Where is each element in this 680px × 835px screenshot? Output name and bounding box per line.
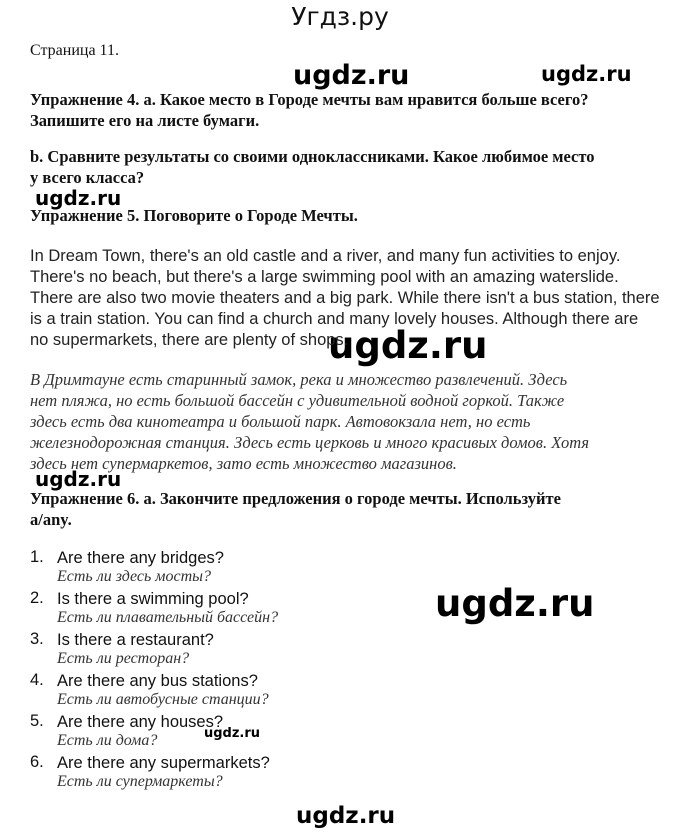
exercise-4b-line-1: b. Сравните результаты со своими одноклассниками. Какое любимое место [30,147,595,166]
site-title: Угдз.ру [291,2,389,31]
question-russian: Есть ли супермаркеты? [57,773,223,790]
question-list [30,548,450,794]
item-number: 4. [30,671,44,689]
question-russian: Есть ли ресторан? [57,650,190,667]
list-item [30,589,450,630]
russian-line: нет пляжа, но есть большой бассейн с удивительной водной горкой. Также [30,391,565,410]
question-russian: Есть ли здесь мосты? [57,568,211,585]
list-item [30,671,450,712]
watermark-1: ugdz.ru [293,60,410,91]
russian-line: железнодорожная станция. Здесь есть церковь и много красивых домов. Хотя [30,433,589,452]
question-russian: Есть ли автобусные станции? [57,691,269,708]
exercise-4-heading [30,89,670,131]
exercise-4-line-2: Запишите его на листе бумаги. [30,111,260,130]
exercise-5-heading: Упражнение 5. Поговорите о Городе Мечты. [30,206,358,225]
page-label: Страница 11. [30,42,119,59]
russian-line: В Дримтауне есть старинный замок, река и множество развлечений. Здесь [30,370,568,389]
item-number: 2. [30,589,44,607]
exercise-4b-line-2: у всего класса? [30,168,145,187]
item-number: 6. [30,753,44,771]
list-item [30,753,450,794]
item-number: 1. [30,548,44,566]
watermark-2: ugdz.ru [541,62,632,86]
list-item [30,548,450,589]
item-number: 3. [30,630,44,648]
question-english: Are there any bus stations? [57,672,258,690]
exercise-6-heading [30,488,670,530]
question-english: Is there a swimming pool? [57,590,249,608]
exercise-5-english-text [30,246,670,351]
english-line: no supermarkets, there are plenty of shops. [30,331,349,349]
watermark-4: ugdz.ru [328,324,488,367]
question-russian: Есть ли плавательный бассейн? [57,609,279,626]
watermark-6: ugdz.ru [435,582,595,625]
english-line: is a train station. You can find a church and many lovely houses. Although there are [30,310,639,328]
exercise-6-line-2: a/any. [30,510,72,529]
watermark-5: ugdz.ru [35,467,122,491]
question-english: Are there any bridges? [57,549,224,567]
english-line: There are also two movie theaters and a big park. While there isn't a bus station, there [30,289,660,307]
question-russian: Есть ли дома? [57,732,158,749]
russian-line: здесь есть два кинотеатра и большой парк. Автовокзала нет, но есть [30,412,531,431]
list-item [30,630,450,671]
watermark-7: ugdz.ru [204,726,261,741]
exercise-4b-heading [30,146,670,188]
exercise-6-line-1: Упражнение 6. a. Закончите предложения о городе мечты. Используйте [30,489,561,508]
english-line: There's no beach, but there's a large swimming pool with an amazing waterslide. [30,268,619,286]
exercise-4-line-1: Упражнение 4. a. Какое место в Городе мечты вам нравится больше всего? [30,90,589,109]
item-number: 5. [30,712,44,730]
question-english: Are there any houses? [57,713,224,731]
russian-line: здесь нет супермаркетов, зато есть множество магазинов. [30,454,457,473]
exercise-5-russian-text [30,369,670,474]
list-item [30,712,450,753]
watermark-3: ugdz.ru [35,186,122,210]
question-english: Is there a restaurant? [57,631,214,649]
question-english: Are there any supermarkets? [57,754,270,772]
watermark-8: ugdz.ru [296,803,396,829]
english-line: In Dream Town, there's an old castle and a river, and many fun activities to enjoy. [30,247,621,265]
